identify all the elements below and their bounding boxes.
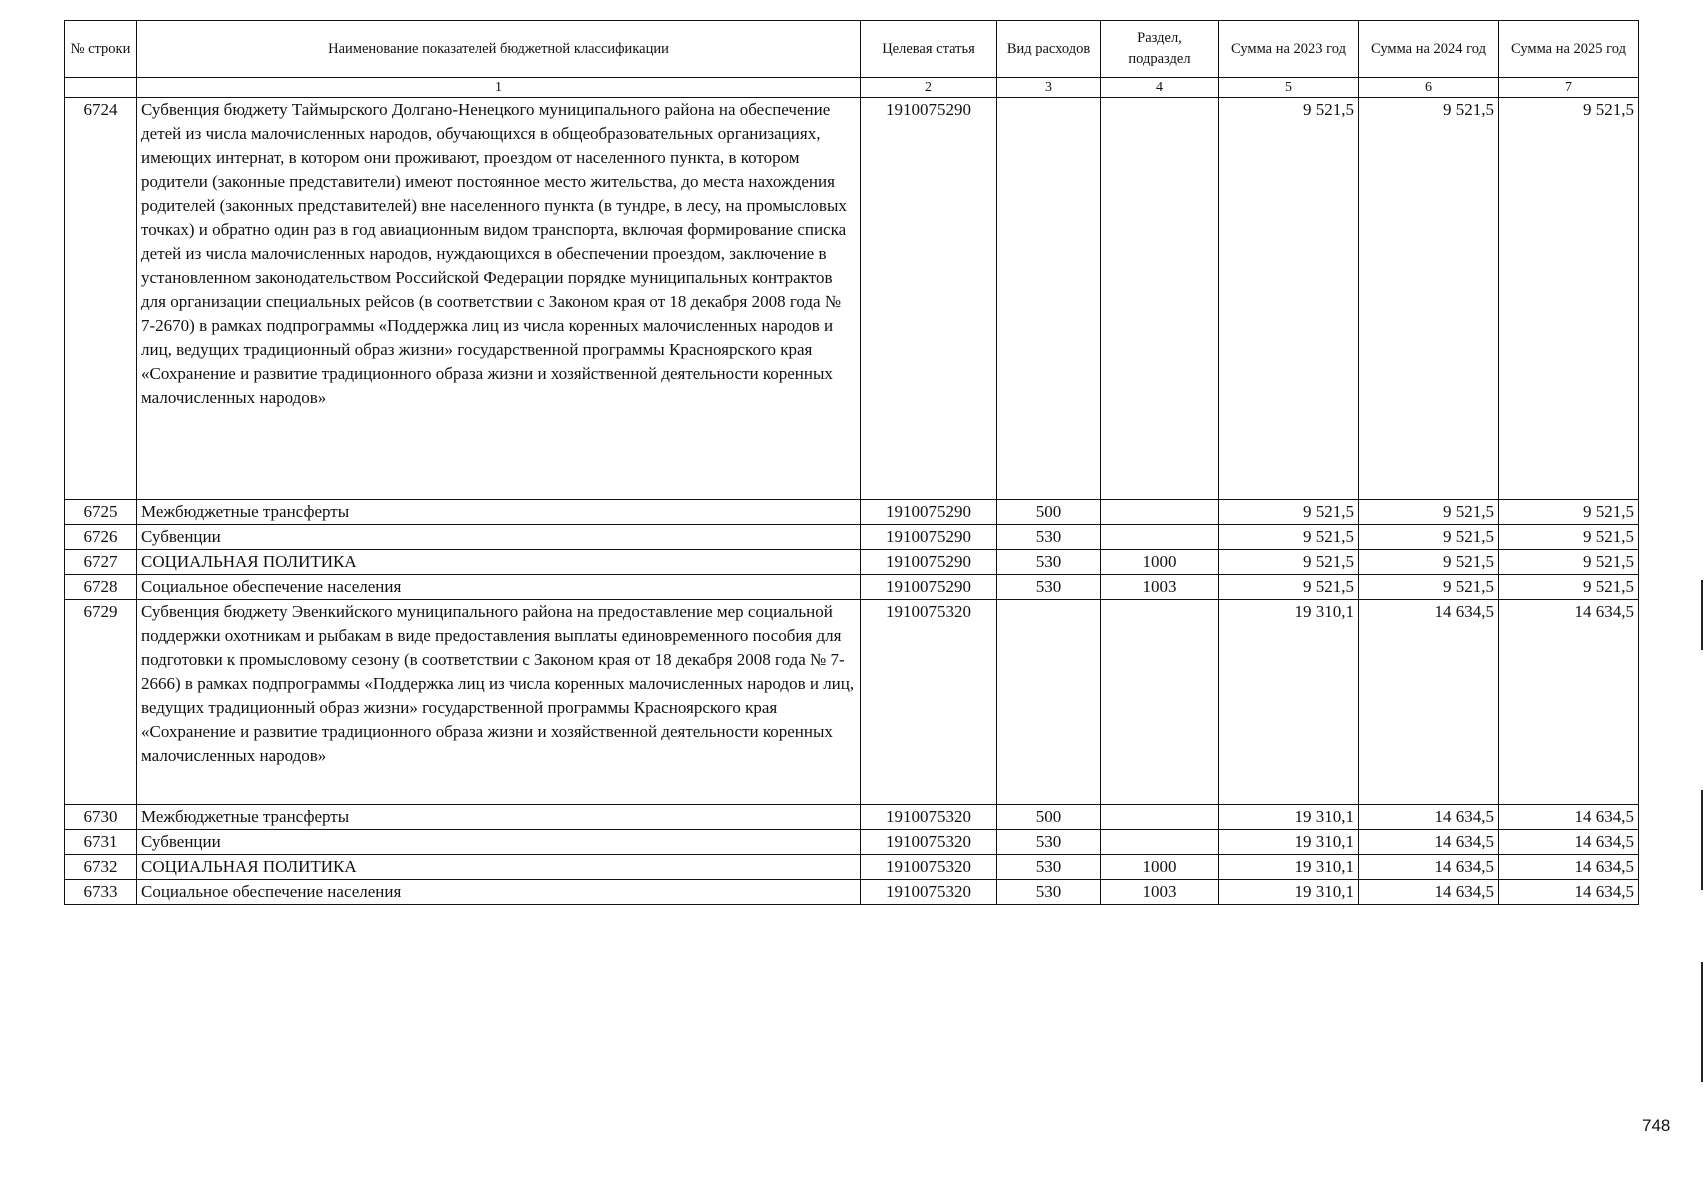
header-row-number: № строки xyxy=(65,21,137,78)
row-sum-2024: 14 634,5 xyxy=(1359,830,1499,855)
row-target-article: 1910075320 xyxy=(861,805,997,830)
row-sum-2025: 14 634,5 xyxy=(1499,880,1639,905)
row-number: 6729 xyxy=(65,600,137,805)
row-sum-2025: 9 521,5 xyxy=(1499,525,1639,550)
table-row xyxy=(65,575,1639,600)
header-sum-2023: Сумма на 2023 год xyxy=(1219,21,1359,78)
row-target-article: 1910075320 xyxy=(861,600,997,805)
row-name: СОЦИАЛЬНАЯ ПОЛИТИКА xyxy=(137,550,861,575)
column-number: 3 xyxy=(997,78,1101,98)
page-number: 748 xyxy=(1642,1116,1671,1135)
table-row xyxy=(65,98,1639,500)
header-row xyxy=(65,21,1639,78)
row-expense-type: 530 xyxy=(997,880,1101,905)
row-name: Субвенции xyxy=(137,525,861,550)
table-row xyxy=(65,880,1639,905)
scan-edge-mark xyxy=(1701,580,1703,650)
row-target-article: 1910075320 xyxy=(861,855,997,880)
row-expense-type xyxy=(997,98,1101,500)
row-number: 6731 xyxy=(65,830,137,855)
header-section: Раздел, подраздел xyxy=(1101,21,1219,78)
table-row xyxy=(65,600,1639,805)
row-name: Межбюджетные трансферты xyxy=(137,805,861,830)
row-number: 6724 xyxy=(65,98,137,500)
row-sum-2025: 14 634,5 xyxy=(1499,830,1639,855)
row-expense-type: 500 xyxy=(997,500,1101,525)
column-number: 1 xyxy=(137,78,861,98)
row-number: 6732 xyxy=(65,855,137,880)
row-sum-2025: 14 634,5 xyxy=(1499,855,1639,880)
row-sum-2025: 9 521,5 xyxy=(1499,98,1639,500)
row-section: 1000 xyxy=(1101,550,1219,575)
row-target-article: 1910075290 xyxy=(861,500,997,525)
header-name: Наименование показателей бюджетной классификации xyxy=(137,21,861,78)
row-number: 6726 xyxy=(65,525,137,550)
table-row xyxy=(65,550,1639,575)
row-target-article: 1910075320 xyxy=(861,830,997,855)
row-sum-2023: 9 521,5 xyxy=(1219,550,1359,575)
row-expense-type: 530 xyxy=(997,830,1101,855)
row-name: СОЦИАЛЬНАЯ ПОЛИТИКА xyxy=(137,855,861,880)
column-number: 2 xyxy=(861,78,997,98)
row-sum-2024: 14 634,5 xyxy=(1359,855,1499,880)
row-sum-2023: 19 310,1 xyxy=(1219,805,1359,830)
row-sum-2023: 9 521,5 xyxy=(1219,98,1359,500)
row-sum-2023: 9 521,5 xyxy=(1219,525,1359,550)
table-row xyxy=(65,500,1639,525)
row-section xyxy=(1101,830,1219,855)
row-sum-2025: 14 634,5 xyxy=(1499,805,1639,830)
row-sum-2023: 19 310,1 xyxy=(1219,880,1359,905)
row-section xyxy=(1101,500,1219,525)
row-sum-2024: 9 521,5 xyxy=(1359,575,1499,600)
row-target-article: 1910075290 xyxy=(861,575,997,600)
header-sum-2025: Сумма на 2025 год xyxy=(1499,21,1639,78)
row-name: Субвенция бюджету Эвенкийского муниципального района на предоставление мер социальной поддержки охотникам и рыбакам в виде предоставления выплаты единовременного пособия для подготовки к промысловому сезону (в соответствии с Законом края от 18 декабря 2008 года № 7-2666) в рамках подпрограммы «Поддержка лиц из числа коренных малочисленных народов и лиц, ведущих традиционный образ жизни» государственной программы Красноярского края «Сохранение и развитие традиционного образа жизни и хозяйственной деятельности коренных малочисленных народов» xyxy=(137,600,861,805)
table-row xyxy=(65,805,1639,830)
row-sum-2023: 19 310,1 xyxy=(1219,855,1359,880)
column-number: 5 xyxy=(1219,78,1359,98)
row-expense-type: 500 xyxy=(997,805,1101,830)
table-row xyxy=(65,525,1639,550)
row-target-article: 1910075320 xyxy=(861,880,997,905)
row-sum-2024: 14 634,5 xyxy=(1359,880,1499,905)
row-section xyxy=(1101,525,1219,550)
row-name: Социальное обеспечение населения xyxy=(137,880,861,905)
scan-edge-mark xyxy=(1701,790,1703,890)
column-number: 6 xyxy=(1359,78,1499,98)
row-sum-2024: 9 521,5 xyxy=(1359,525,1499,550)
row-name: Межбюджетные трансферты xyxy=(137,500,861,525)
row-section: 1003 xyxy=(1101,880,1219,905)
row-target-article: 1910075290 xyxy=(861,525,997,550)
row-sum-2023: 19 310,1 xyxy=(1219,600,1359,805)
row-number: 6725 xyxy=(65,500,137,525)
row-sum-2025: 9 521,5 xyxy=(1499,500,1639,525)
row-section: 1003 xyxy=(1101,575,1219,600)
row-section xyxy=(1101,98,1219,500)
column-number: 4 xyxy=(1101,78,1219,98)
row-sum-2025: 9 521,5 xyxy=(1499,575,1639,600)
row-sum-2024: 14 634,5 xyxy=(1359,600,1499,805)
row-expense-type: 530 xyxy=(997,855,1101,880)
column-number-blank xyxy=(65,78,137,98)
header-expense-type: Вид расходов xyxy=(997,21,1101,78)
row-name: Субвенция бюджету Таймырского Долгано-Ненецкого муниципального района на обеспечение детей из числа малочисленных народов, обучающихся в общеобразовательных организациях, имеющих интернат, в котором они проживают, проездом от населенного пункта, в котором родители (законные представители) имеют постоянное место жительства, до места нахождения родителей (законных представителей) вне населенного пункта (в тундре, в лесу, на промысловых точках) и обратно один раз в год авиационным видом транспорта, включая формирование списка детей из числа малочисленных народов, нуждающихся в обеспечении проездом, заключение в установленном законодательством Российской Федерации порядке муниципальных контрактов для организации специальных рейсов (в соответствии с Законом края от 18 декабря 2008 года № 7-2670) в рамках подпрограммы «Поддержка лиц из числа коренных малочисленных народов и лиц, ведущих традиционный образ жизни» государственной программы Красноярского края «Сохранение и развитие традиционного образа жизни и хозяйственной деятельности коренных малочисленных народов» xyxy=(137,98,861,500)
row-target-article: 1910075290 xyxy=(861,550,997,575)
row-number: 6727 xyxy=(65,550,137,575)
row-sum-2025: 9 521,5 xyxy=(1499,550,1639,575)
row-sum-2023: 9 521,5 xyxy=(1219,500,1359,525)
column-number-row xyxy=(65,78,1639,98)
row-target-article: 1910075290 xyxy=(861,98,997,500)
row-expense-type: 530 xyxy=(997,525,1101,550)
row-expense-type: 530 xyxy=(997,575,1101,600)
scan-edge-mark xyxy=(1701,962,1703,1082)
row-sum-2023: 19 310,1 xyxy=(1219,830,1359,855)
row-sum-2025: 14 634,5 xyxy=(1499,600,1639,805)
row-sum-2023: 9 521,5 xyxy=(1219,575,1359,600)
row-number: 6733 xyxy=(65,880,137,905)
column-number: 7 xyxy=(1499,78,1639,98)
table-row xyxy=(65,855,1639,880)
budget-classification-table xyxy=(64,20,1639,905)
header-sum-2024: Сумма на 2024 год xyxy=(1359,21,1499,78)
table-row xyxy=(65,830,1639,855)
row-name: Субвенции xyxy=(137,830,861,855)
row-number: 6728 xyxy=(65,575,137,600)
row-section xyxy=(1101,600,1219,805)
row-sum-2024: 9 521,5 xyxy=(1359,98,1499,500)
row-expense-type xyxy=(997,600,1101,805)
row-section xyxy=(1101,805,1219,830)
row-section: 1000 xyxy=(1101,855,1219,880)
row-sum-2024: 9 521,5 xyxy=(1359,500,1499,525)
row-number: 6730 xyxy=(65,805,137,830)
row-sum-2024: 9 521,5 xyxy=(1359,550,1499,575)
row-expense-type: 530 xyxy=(997,550,1101,575)
header-target-article: Целевая статья xyxy=(861,21,997,78)
row-name: Социальное обеспечение населения xyxy=(137,575,861,600)
row-sum-2024: 14 634,5 xyxy=(1359,805,1499,830)
